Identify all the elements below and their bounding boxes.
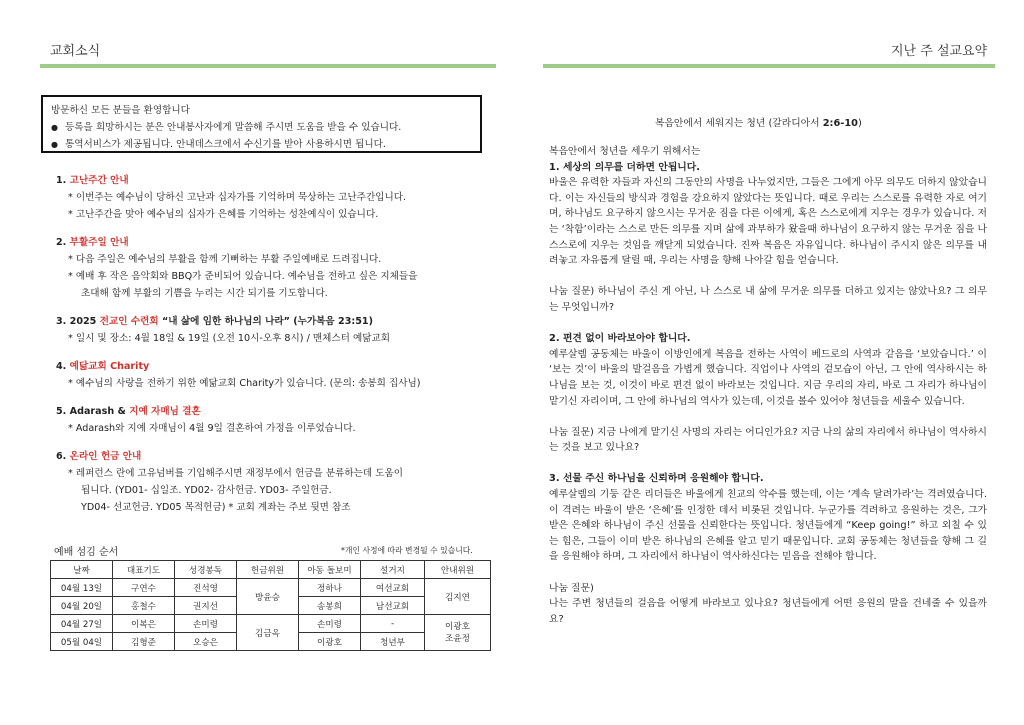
news-number: 6.: [56, 451, 70, 462]
news-line: YD04- 선교헌금. YD05 목적헌금) * 교회 계좌는 주보 뒷면 참조: [81, 502, 351, 513]
news-number: 3. 2025: [56, 316, 100, 327]
table-cell: 김금옥: [237, 615, 299, 651]
point-body: 바울은 유력한 자들과 자신의 그동안의 사명을 나누었지만, 그들은 그에게 아무 의무도 더하지 않았습니다. 이는 자신들의 방식과 경험을 강요하지 않았다는 뜻입니다. 때로 우리는 스스로를 유력한 자로 여기며, 하나님도 요구하지 않으시는 무거운 짐을 다른 이에게, 혹은 스스로에게 지우는 경우가 있습니다. 저는 ‘착함’이라는 스스로 만든 의무를 지며 삶에 과부하가 왔을때 하나님이 요구하지 않는 무거운 짐을 나 스스로에 지우는 것임을 깨닫게 되었습니다. 진짜 복음은 자유입니다. 하나님이 주시지 않은 의무를 내려놓고 자유롭게 달릴 때, 우리는 사명을 향해 나아갈 힘을 얻습니다.: [549, 177, 987, 267]
column-header: 안내위원: [425, 561, 491, 579]
sermon-title: [655, 115, 862, 129]
table-cell: 권지선: [175, 597, 237, 615]
welcome-bullet: ● 통역서비스가 제공됩니다. 안내데스크에서 수신기를 받아 사용하시면 됩니다.: [51, 136, 472, 153]
news-title: 온라인 헌금 안내: [69, 451, 142, 462]
church-news: [56, 172, 486, 527]
left-page-title: 교회소식: [50, 44, 101, 59]
news-line: 초대해 함께 부활의 기쁨을 누리는 시간 되기를 기도합니다.: [81, 288, 328, 299]
table-cell: 04월 27일: [51, 615, 113, 633]
service-schedule-table: [50, 560, 491, 651]
table-cell: 04월 13일: [51, 579, 113, 597]
news-line: * 레퍼런스 란에 고유넘버를 기입해주시면 재정부에서 헌금을 분류하는데 도움이: [68, 468, 404, 479]
column-header: 날짜: [51, 561, 113, 579]
point-body: 예루살렘 공동체는 바울이 이방인에게 복음을 전하는 사역이 베드로의 사역과 같음을 ‘보았습니다.’ 이 ‘보는 것’이 바울의 발걸음을 가볍게 했습니다. 직업이나 사역의 겉모습이 아닌, 그 안에 역사하시는 하나님을 보는 것, 이것이 바로 편견 없이 바라보는 것입니다. 지금 우리의 자리, 바로 그 자리가 하나님이 맡기신 자리이며, 그 안에 하나님의 역사가 있는데, 이것을 볼수 있어야 청년들을 세울수 있습니다.: [549, 348, 987, 407]
table-cell: 김지연: [425, 579, 491, 615]
sermon-scripture-ref: 2:6-10: [822, 118, 858, 129]
table-cell: 정하나: [299, 579, 361, 597]
right-header-rule: [543, 64, 995, 68]
table-cell: 손미령: [299, 615, 361, 633]
point-heading: 3. 선물 주신 하나님을 신뢰하며 응원해야 합니다.: [549, 473, 764, 485]
table-cell: 김형준: [113, 633, 175, 651]
sermon-intro: 복음안에서 청년을 세우기 위해서는: [549, 146, 701, 157]
news-number: 4.: [56, 361, 70, 372]
table-cell: 05월 04일: [51, 633, 113, 651]
table-cell: -: [361, 615, 425, 633]
news-line: * 예배 후 작은 음악회와 BBQ가 준비되어 있습니다. 예수님을 전하고 싶은 지체들을: [68, 271, 418, 282]
news-line: * 예수님의 사랑을 전하기 위한 예닮교회 Charity가 있습니다. (문의: 송봉희 집사님): [68, 378, 421, 389]
point-body: 예루살렘의 기둥 같은 리더들은 바울에게 친교의 악수를 했는데, 이는 ‘계속 달려가라’는 격려였습니다. 이 격려는 바울이 받은 ‘은혜’를 인정한 데서 비롯된 것입니다. 누군가를 격려하고 응원하는 것은, 그가 받은 은혜와 하나님이 주신 선물을 신뢰한다는 뜻입니다. 청년들에게 “Keep going!” 하고 외칠 수 있는 힘은, 그들이 이미 받은 하나님의 은혜를 알고 믿기 때문입니다. 교회 공동체는 청년들을 향해 그 길을 응원해야 하며, 그 자리에서 하나님이 역사하신다는 믿음을 전해야 합니다.: [549, 489, 987, 563]
news-line: * 다음 주일은 예수님의 부활을 함께 기뻐하는 부활 주일예배로 드려집니다.: [68, 254, 382, 265]
welcome-box: [41, 95, 482, 153]
point-heading: 2. 편견 없이 바라보아야 합니다.: [549, 333, 691, 345]
news-title: 부활주일 안내: [69, 237, 129, 248]
table-cell: 청년부: [361, 633, 425, 651]
news-line: 됩니다. (YD01- 십일조. YD02- 감사헌금. YD03- 주일헌금.: [81, 485, 332, 496]
schedule-title: 예배 섬김 순서: [54, 547, 119, 558]
table-cell: 진석영: [175, 579, 237, 597]
table-cell: 구연수: [113, 579, 175, 597]
news-line: * Adarash와 지예 자매님이 4월 9일 결혼하여 가정을 이루었습니다.: [68, 423, 356, 434]
table-cell: 방윤승: [237, 579, 299, 615]
table-header-row: [51, 561, 491, 579]
sermon-title-text: 복음안에서 세워지는 청년 (갈라디아서: [655, 118, 823, 129]
news-number: 2.: [56, 237, 70, 248]
table-cell: 이광호: [299, 633, 361, 651]
table-cell: 04월 20일: [51, 597, 113, 615]
left-header-rule: [40, 64, 496, 68]
news-item: [56, 172, 486, 223]
news-line: * 이번주는 예수님이 당하신 고난과 십자가를 기억하며 묵상하는 고난주간입니다.: [68, 192, 407, 203]
welcome-title: 방문하신 모든 분들을 환영합니다: [51, 105, 190, 116]
table-cell: 이복은: [113, 615, 175, 633]
table-cell: 홍철수: [113, 597, 175, 615]
column-header: 대표기도: [113, 561, 175, 579]
news-title: 전교인 수련회: [99, 316, 159, 327]
table-cell: 여선교회: [361, 579, 425, 597]
news-item: [56, 234, 486, 302]
schedule-note: *개인 사정에 따라 변경될 수 있습니다.: [341, 546, 473, 555]
table-row: [51, 579, 491, 597]
right-page-title: 지난 주 설교요약: [891, 44, 988, 59]
table-cell: 손미령: [175, 615, 237, 633]
point-heading: 1. 세상의 의무를 더하면 안됩니다.: [549, 161, 700, 173]
news-item: [56, 448, 486, 516]
news-number: 1.: [56, 175, 70, 186]
news-item: [56, 358, 486, 392]
news-line: * 일시 및 장소: 4월 18일 & 19일 (오전 10시-오후 8시) / 맨체스터 예닮교회: [68, 333, 391, 344]
news-title: 고난주간 안내: [69, 175, 129, 186]
column-header: 설거지: [361, 561, 425, 579]
column-header: 헌금위원: [237, 561, 299, 579]
sermon-title-close: ): [857, 118, 862, 129]
table-row: [51, 615, 491, 633]
discussion-question: 나눔 질문) 하나님이 주신 게 아닌, 나 스스로 내 삶에 무거운 의무를 더하고 있지는 않았나요? 그 의무는 무엇입니까?: [549, 286, 987, 313]
sermon-summary: [549, 144, 987, 643]
news-item: [56, 313, 486, 347]
discussion-question: 나눔 질문) 지금 나에게 맡기신 사명의 자리는 어디인가요? 지금 나의 삶의 자리에서 하나님이 역사하시는 것을 보고 있나요?: [549, 426, 987, 454]
news-title: 예닮교회: [69, 361, 107, 372]
discussion-question: 나눔 질문) 나는 주변 청년들의 걸음을 어떻게 바라보고 있나요? 청년들에게 어떤 응원의 말을 건네줄 수 있을까요?: [549, 582, 987, 625]
news-line: * 고난주간을 맞아 예수님의 십자가 은혜를 기억하는 성찬예식이 있습니다.: [68, 209, 379, 220]
table-cell: 오승은: [175, 633, 237, 651]
news-item: [56, 403, 486, 437]
table-cell: 남선교회: [361, 597, 425, 615]
column-header: 아동 돌보미: [299, 561, 361, 579]
news-title-suffix: “내 삶에 임한 하나님의 나라” (누가복음 23:51): [158, 316, 373, 327]
news-number: 5. Adarash &: [56, 406, 130, 417]
table-cell: 송봉희: [299, 597, 361, 615]
welcome-bullet: ● 등록을 희망하시는 분은 안내봉사자에게 말씀해 주시면 도움을 받을 수 있습니다.: [51, 119, 472, 136]
column-header: 성경봉독: [175, 561, 237, 579]
news-title: 지예 자매님 결혼: [129, 406, 201, 417]
news-title-suffix: Charity: [106, 361, 150, 372]
table-cell: 이광호 조윤정: [425, 615, 491, 651]
